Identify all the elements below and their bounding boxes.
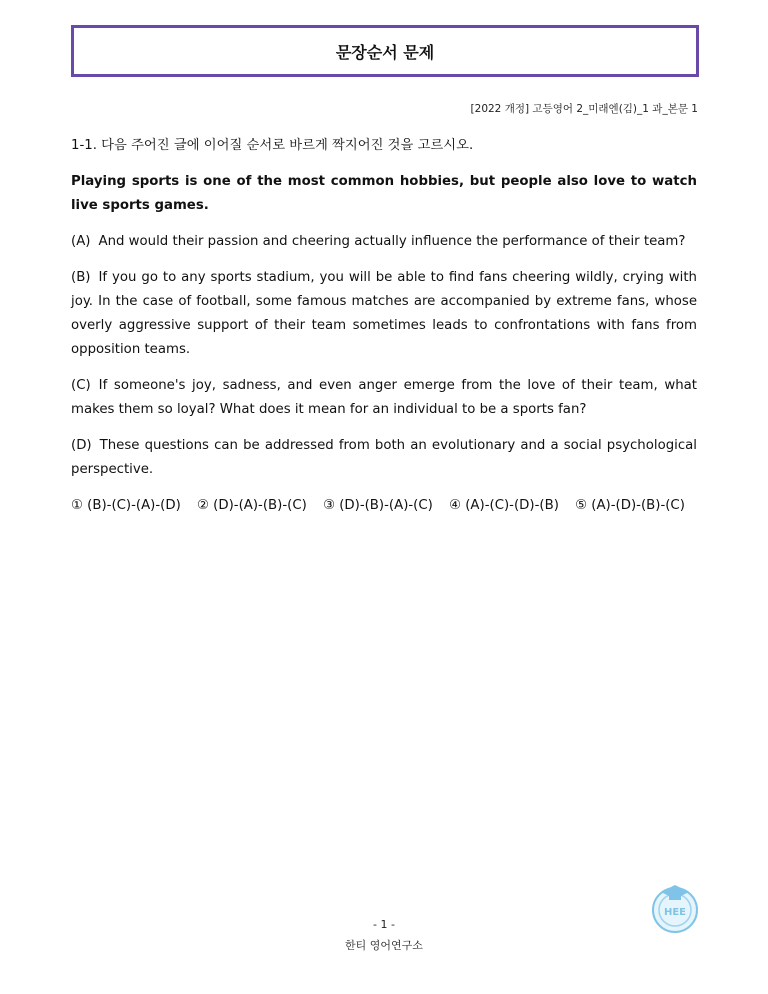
choice-5[interactable]: ⑤ (A)-(D)-(B)-(C) (575, 498, 685, 513)
source-label: [2022 개정] 고등영어 2_미래엔(김)_1 과_본문 1 (470, 103, 698, 115)
paragraph-tag: (C) (71, 378, 91, 393)
choice-3[interactable]: ③ (D)-(B)-(A)-(C) (323, 498, 433, 513)
paragraph-c (71, 374, 697, 422)
paragraph-tag: (D) (71, 438, 92, 453)
question-content (71, 134, 697, 518)
paragraph-text: And would their passion and cheering actually influence the performance of their team? (98, 234, 686, 249)
institute-name: 한티 영어연구소 (345, 939, 423, 952)
paragraph-text: These questions can be addressed from both an evolutionary and a social psychological perspective. (71, 438, 697, 477)
choice-2[interactable]: ② (D)-(A)-(B)-(C) (197, 498, 307, 513)
logo-text: HEE (663, 907, 687, 918)
question-prompt: 1-1. 다음 주어진 글에 이어질 순서로 바르게 짝지어진 것을 고르시오. (71, 138, 474, 153)
page-number: - 1 - (373, 918, 395, 931)
paragraph-text: If you go to any sports stadium, you will be able to find fans cheering wildly, crying with joy. In the case of football, some famous matches are accompanied by extreme fans, whose overly aggressive support of their team sometimes leads to confrontations with fans from opposition teams. (71, 270, 697, 357)
title-box (71, 25, 699, 77)
paragraph-text: If someone's joy, sadness, and even anger emerge from the love of their team, what makes them so loyal? What does it mean for an individual to be a sports fan? (71, 378, 697, 417)
page-title: 문장순서 문제 (335, 42, 435, 62)
paragraph-b (71, 266, 697, 362)
choice-1[interactable]: ① (B)-(C)-(A)-(D) (71, 498, 181, 513)
answer-choices (71, 494, 697, 518)
paragraph-a (71, 230, 697, 254)
choice-4[interactable]: ④ (A)-(C)-(D)-(B) (449, 498, 559, 513)
paragraph-d (71, 434, 697, 482)
paragraph-tag: (A) (71, 234, 91, 249)
paragraph-tag: (B) (71, 270, 91, 285)
lead-sentence: Playing sports is one of the most common hobbies, but people also love to watch live sports games. (71, 174, 697, 213)
